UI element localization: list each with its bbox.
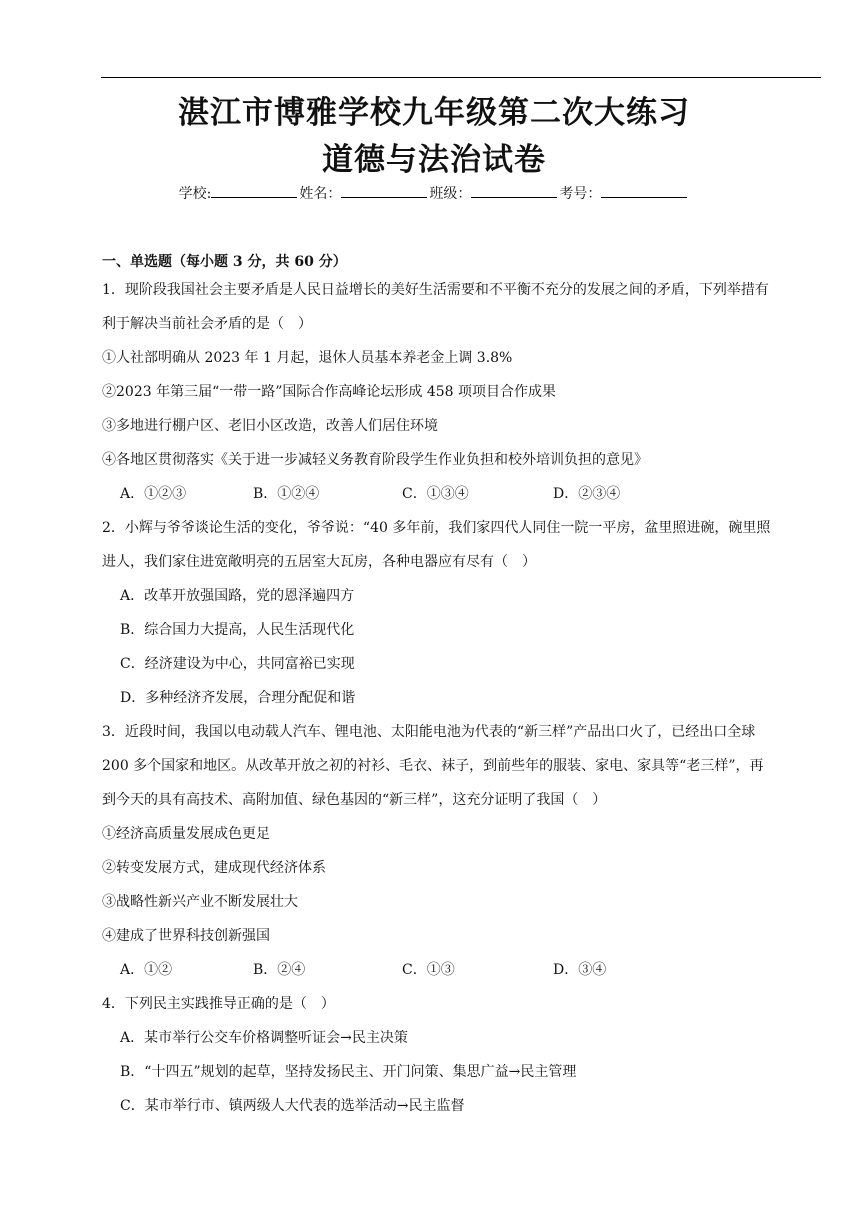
q3-option-d: D．③④ <box>553 962 607 978</box>
school-label: 学校: <box>178 186 212 202</box>
q1-stem-line2: 利于解决当前社会矛盾的是（ ） <box>102 316 312 332</box>
q1-option-d: D．②③④ <box>553 486 621 502</box>
section-heading: 一、单选题（每小题 3 分，共 60 分） <box>102 254 347 270</box>
q4-option-c: C．某市举行市、镇两级人大代表的选举活动→民主监督 <box>120 1098 465 1114</box>
q3-stem-line3: 到今天的具有高技术、高附加值、绿色基因的“新三样”，这充分证明了我国（ ） <box>102 792 607 808</box>
q3-option-a: A．①② <box>120 962 173 978</box>
q1-option-a: A．①②③ <box>120 486 187 502</box>
q3-option-c: C．①③ <box>402 962 455 978</box>
q3-item: ③战略性新兴产业不断发展壮大 <box>102 894 298 910</box>
q1-option-c: C．①③④ <box>402 486 469 502</box>
q2-option-b: B．综合国力大提高，人民生活现代化 <box>120 622 355 638</box>
class-label: 班级： <box>429 186 472 202</box>
exam-no-label: 考号： <box>559 186 602 202</box>
exam-title-line2: 道德与法治试卷 <box>322 142 546 178</box>
q4-option-a: A．某市举行公交车价格调整听证会→民主决策 <box>120 1030 408 1046</box>
exam-no-blank[interactable] <box>601 184 687 198</box>
q3-item: ②转变发展方式，建成现代经济体系 <box>102 860 326 876</box>
q3-stem-line1: 3．近段时间，我国以电动载人汽车、锂电池、太阳能电池为代表的“新三样”产品出口火了，已经出口全球 <box>102 724 756 740</box>
q1-item: ①人社部明确从 2023 年 1 月起，退休人员基本养老金上调 3.8% <box>102 350 513 366</box>
q1-item: ④各地区贯彻落实《关于进一步减轻义务教育阶段学生作业负担和校外培训负担的意见》 <box>102 452 648 468</box>
header-rule <box>101 77 821 78</box>
school-blank[interactable] <box>211 184 297 198</box>
q3-item: ④建成了世界科技创新强国 <box>102 928 270 944</box>
q1-option-b: B．①②④ <box>253 486 320 502</box>
q1-item: ③多地进行棚户区、老旧小区改造，改善人们居住环境 <box>102 418 438 434</box>
q4-option-b: B．“十四五”规划的起草，坚持发扬民主、开门问策、集思广益→民主管理 <box>120 1064 577 1080</box>
q2-stem-line2: 进人，我们家住进宽敞明亮的五居室大瓦房，各种电器应有尽有（ ） <box>102 554 536 570</box>
q4-stem-line1: 4．下列民主实践推导正确的是（ ） <box>102 996 335 1012</box>
q2-option-a: A．改革开放强国路，党的恩泽遍四方 <box>120 588 355 604</box>
student-info-row <box>0 184 868 204</box>
q2-option-d: D．多种经济齐发展，合理分配促和谐 <box>120 690 356 706</box>
name-label: 姓名： <box>299 186 342 202</box>
name-blank[interactable] <box>341 184 427 198</box>
q2-option-c: C．经济建设为中心，共同富裕已实现 <box>120 656 355 672</box>
q3-option-b: B．②④ <box>253 962 306 978</box>
q2-stem-line1: 2．小辉与爷爷谈论生活的变化，爷爷说：“40 多年前，我们家四代人同住一院一平房，盆里照进碗，碗里照 <box>102 520 771 536</box>
class-blank[interactable] <box>471 184 557 198</box>
exam-title-line1: 湛江市博雅学校九年级第二次大练习 <box>178 95 690 131</box>
q3-stem-line2: 200 多个国家和地区。从改革开放之初的衬衫、毛衣、袜子，到前些年的服装、家电、家具等“老三样”，再 <box>102 758 764 774</box>
q1-stem-line1: 1．现阶段我国社会主要矛盾是人民日益增长的美好生活需要和不平衡不充分的发展之间的矛盾，下列举措有 <box>102 282 769 298</box>
q3-item: ①经济高质量发展成色更足 <box>102 826 270 842</box>
q1-item: ②2023 年第三届“一带一路”国际合作高峰论坛形成 458 项项目合作成果 <box>102 384 557 400</box>
